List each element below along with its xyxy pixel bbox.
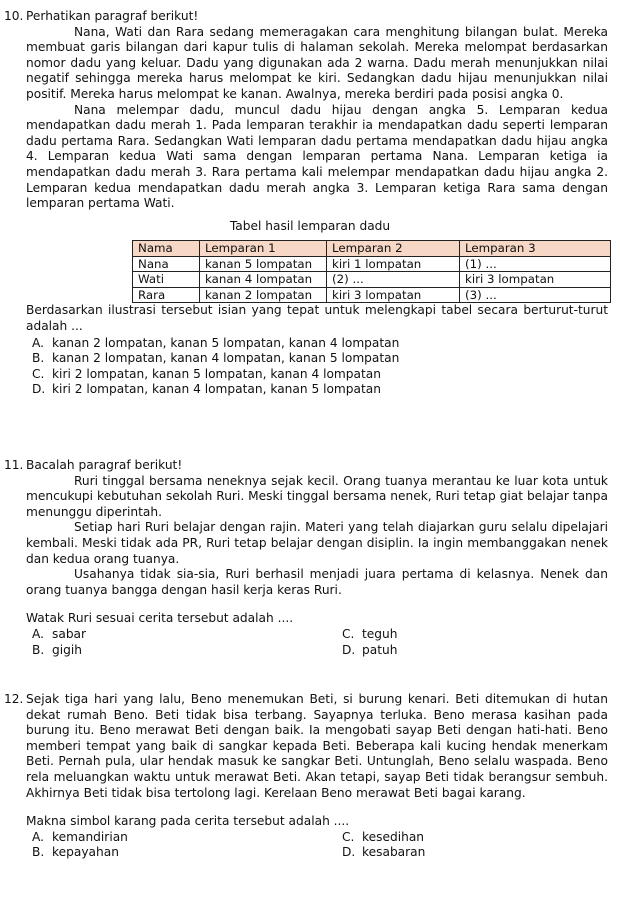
paragraph: Ruri tinggal bersama neneknya sejak kecil. Orang tuanya merantau ke luar kota untuk mencukupi kebutuhan sekolah Ruri. Meski tinggal bersama nenek, Ruri tetap giat belajar tanpa menunggu diperintah. xyxy=(26,473,608,519)
table-cell: kiri 3 lompatan xyxy=(327,287,460,303)
table-cell: kiri 3 lompatan xyxy=(460,272,611,288)
table-header: Lemparan 2 xyxy=(327,241,460,257)
question-text: Makna simbol karang pada cerita tersebut adalah .... xyxy=(26,814,350,829)
option-d[interactable] xyxy=(32,382,620,398)
question-number: 11. xyxy=(4,458,24,472)
table-row xyxy=(133,272,611,288)
option-letter: A. xyxy=(32,626,44,641)
option-text: kanan 2 lompatan, kanan 5 lompatan, kanan 4 lompatan xyxy=(52,335,400,350)
question-intro: Perhatikan paragraf berikut! xyxy=(26,9,199,23)
option-b[interactable] xyxy=(32,845,342,861)
table-row xyxy=(133,287,611,303)
option-letter: B. xyxy=(32,351,45,366)
results-table xyxy=(132,240,611,303)
option-letter: C. xyxy=(342,829,355,844)
option-letter: B. xyxy=(32,642,45,657)
table-row xyxy=(133,256,611,272)
answer-options xyxy=(26,336,620,398)
option-b[interactable] xyxy=(32,351,620,367)
answer-options xyxy=(32,627,620,658)
option-letter: A. xyxy=(32,335,44,350)
table-cell: Wati xyxy=(133,272,200,288)
question-number: 12. xyxy=(4,692,24,706)
table-header: Lemparan 1 xyxy=(200,241,327,257)
table-header-row xyxy=(133,241,611,257)
option-letter: D. xyxy=(342,642,356,657)
option-a[interactable] xyxy=(32,336,620,352)
option-a[interactable] xyxy=(32,627,342,643)
option-letter: A. xyxy=(32,829,44,844)
paragraph: Usahanya tidak sia-sia, Ruri berhasil menjadi juara pertama di kelasnya. Nenek dan orang tuanya bangga dengan hasil kerja keras Ruri. xyxy=(26,567,608,597)
table-header: Nama xyxy=(133,241,200,257)
option-text: kesabaran xyxy=(362,845,426,860)
option-text: teguh xyxy=(362,626,398,641)
table-cell: (2) ... xyxy=(327,272,460,288)
option-c[interactable] xyxy=(342,830,620,846)
option-text: patuh xyxy=(362,642,398,657)
question-text: Berdasarkan ilustrasi tersebut isian yang tepat untuk melengkapi tabel secara berturut-turut adalah ... xyxy=(26,303,608,333)
table-cell: kiri 1 lompatan xyxy=(327,256,460,272)
option-text: kanan 2 lompatan, kanan 4 lompatan, kanan 5 lompatan xyxy=(52,351,400,366)
question-11 xyxy=(0,458,620,658)
question-intro: Bacalah paragraf berikut! xyxy=(26,458,183,472)
option-letter: C. xyxy=(32,366,45,381)
option-text: kemandirian xyxy=(52,829,128,844)
question-10 xyxy=(0,9,620,398)
option-a[interactable] xyxy=(32,830,342,846)
option-b[interactable] xyxy=(32,643,342,659)
table-title: Tabel hasil lemparan dadu xyxy=(229,218,391,233)
table-header: Lemparan 3 xyxy=(460,241,611,257)
option-d[interactable] xyxy=(342,845,620,861)
table-cell: kanan 5 lompatan xyxy=(200,256,327,272)
option-text: sabar xyxy=(52,626,87,641)
table-cell: (3) ... xyxy=(460,287,611,303)
paragraph: Setiap hari Ruri belajar dengan rajin. Materi yang telah diajarkan guru selalu dipelajari kembali. Meski tidak ada PR, Ruri tetap belajar dengan disiplin. Ia ingin membanggakan nenek dan kedua orang tuanya. xyxy=(26,520,608,566)
table-cell: Rara xyxy=(133,287,200,303)
option-c[interactable] xyxy=(32,367,620,383)
option-d[interactable] xyxy=(342,643,620,659)
paragraph: Sejak tiga hari yang lalu, Beno menemukan Beti, si burung kenari. Beti ditemukan di hutan dekat rumah Beno. Beti tidak bisa terbang. Sayapnya terluka. Beno merasa kasihan pada burung itu. Beno merawat Beti dengan baik. Ia mengobati sayap Beti dengan hati-hati. Beno memberi tempat yang baik di sangkar kepada Beti. Beberapa kali kucing hendak menerkam Beti. Pernah pula, ular hendak masuk ke sangkar Beti. Untunglah, Beno selalu waspada. Beno rela meluangkan waktu untuk merawat Beti. Akan tetapi, sayap Beti tidak berangsur sembuh. Akhirnya Beti tidak bisa tertolong lagi. Kerelaan Beno merawat Beti bagai karang. xyxy=(26,692,608,800)
option-letter: B. xyxy=(32,845,45,860)
option-text: gigih xyxy=(52,642,82,657)
option-c[interactable] xyxy=(342,627,620,643)
question-text: Watak Ruri sesuai cerita tersebut adalah .... xyxy=(26,611,294,626)
table-cell: (1) ... xyxy=(460,256,611,272)
option-letter: D. xyxy=(32,382,46,397)
option-text: kiri 2 lompatan, kanan 4 lompatan, kanan 5 lompatan xyxy=(52,382,381,397)
question-12 xyxy=(0,692,620,861)
option-letter: D. xyxy=(342,845,356,860)
question-number: 10. xyxy=(4,9,24,23)
option-text: kepayahan xyxy=(52,845,119,860)
option-text: kesedihan xyxy=(362,829,425,844)
option-letter: C. xyxy=(342,626,355,641)
paragraph: Nana, Wati dan Rara sedang memeragakan cara menghitung bilangan bulat. Mereka membuat garis bilangan dari kapur tulis di halaman sekolah. Mereka melompat berdasarkan nomor dadu yang keluar. Dadu yang digunakan ada 2 warna. Dadu merah menunjukkan nilai negatif sehingga mereka harus melompat ke kiri. Sedangkan dadu hijau menunjukkan nilai positif. Mereka harus melompat ke kanan. Awalnya, mereka berdiri pada posisi angka 0. xyxy=(26,24,608,101)
table-cell: Nana xyxy=(133,256,200,272)
paragraph: Nana melempar dadu, muncul dadu hijau dengan angka 5. Lemparan kedua mendapatkan dadu merah 1. Pada lemparan terakhir ia mendapatkan dadu seperti lemparan dadu pertama Rara. Sedangkan Wati lemparan dadu pertama mendapatkan dadu hijau angka 4. Lemparan kedua Wati sama dengan lemparan pertama Nana. Lemparan ketiga ia mendapatkan dadu merah 3. Rara pertama kali melempar mendapatkan dadu hijau angka 2. Lemparan kedua mendapatkan dadu merah angka 3. Lemparan ketiga Rara sama dengan lemparan pertama Wati. xyxy=(26,102,608,211)
answer-options xyxy=(32,830,620,861)
option-text: kiri 2 lompatan, kanan 5 lompatan, kanan 4 lompatan xyxy=(52,366,381,381)
table-cell: kanan 4 lompatan xyxy=(200,272,327,288)
table-cell: kanan 2 lompatan xyxy=(200,287,327,303)
